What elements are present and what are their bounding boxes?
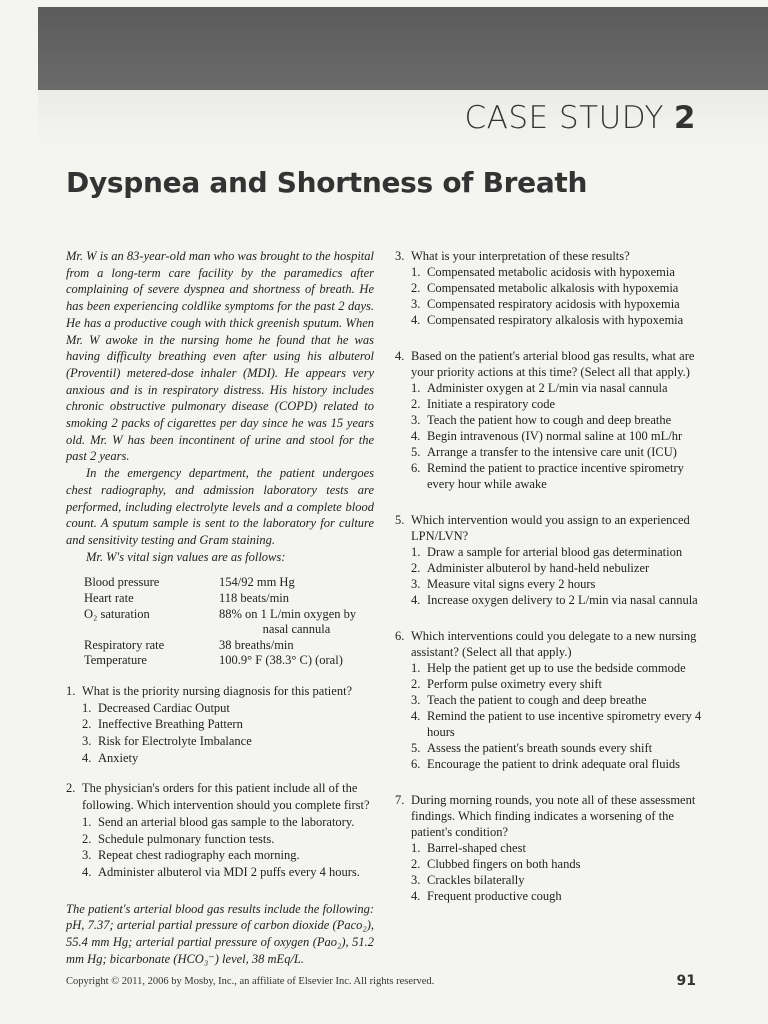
- option-item: [411, 460, 703, 492]
- option-text: Repeat chest radiography each morning.: [98, 848, 300, 863]
- option-item: [411, 280, 703, 296]
- option-item: [411, 264, 703, 280]
- option-item: [411, 856, 703, 872]
- option-number: 2.: [411, 561, 421, 575]
- option-text: Compensated metabolic acidosis with hypoxemia: [427, 265, 675, 279]
- option-text: Administer albuterol via MDI 2 puffs every 4 hours.: [98, 864, 360, 879]
- vital-label: Blood pressure: [84, 575, 160, 590]
- option-number: 4.: [411, 429, 421, 443]
- vital-value: 88% on 1 L/min oxygen by: [219, 606, 357, 621]
- option-text: Assess the patient's breath sounds every shift: [427, 741, 653, 755]
- option-item: [82, 733, 374, 750]
- option-list: [395, 544, 703, 608]
- option-item: [411, 560, 703, 576]
- option-number: 3.: [411, 413, 421, 427]
- question-6: [395, 628, 703, 772]
- option-text: Ineffective Breathing Pattern: [98, 717, 243, 732]
- option-list: [395, 840, 703, 904]
- option-list: [395, 660, 703, 772]
- intro-paragraph-1: Mr. W is an 83-year-old man who was brought to the hospital from a long-term care facility by the paramedics after complaining of severe dyspnea and shortness of breath. He has been experiencing coldlike symptoms for the past 2 days. He has a productive cough with thick greenish sputum. When Mr. W awoke in the nursing home he found that he was having difficulty breathing even after using his albuterol (Proventil) metered-dose inhaler (MDI). He appears very anxious and is in respiratory distress. His history includes chronic obstructive pulmonary disease (COPD) related to smoking 2 packs of cigarettes per day since he was 15 years old. Mr. W has been incontinent of urine and stool for the past 2 years.: [66, 249, 374, 464]
- option-item: [411, 692, 703, 708]
- option-text: Initiate a respiratory code: [427, 397, 556, 411]
- question-text: Which intervention would you assign to an experienced LPN/LVN?: [411, 513, 690, 543]
- question-number: 5.: [395, 513, 405, 527]
- option-number: 4.: [82, 864, 92, 879]
- question-number: 2.: [66, 781, 76, 796]
- vital-label-spacer: [84, 622, 219, 638]
- option-item: [82, 750, 374, 767]
- option-number: 4.: [411, 313, 421, 327]
- option-number: 1.: [411, 661, 421, 675]
- option-text: Barrel-shaped chest: [427, 841, 526, 855]
- option-item: [82, 864, 374, 881]
- option-number: 2.: [411, 281, 421, 295]
- option-number: 5.: [411, 445, 421, 459]
- option-text: Draw a sample for arterial blood gas determination: [427, 545, 683, 559]
- option-list: [66, 814, 374, 881]
- option-number: 6.: [411, 757, 421, 771]
- option-number: 5.: [411, 741, 421, 755]
- option-list: [395, 264, 703, 328]
- option-list: [395, 380, 703, 492]
- option-number: 4.: [411, 593, 421, 607]
- option-text: Clubbed fingers on both hands: [427, 857, 581, 871]
- vital-signs-table: [84, 575, 374, 669]
- option-number: 2.: [411, 857, 421, 871]
- option-number: 1.: [82, 700, 92, 715]
- question-number: 7.: [395, 793, 405, 807]
- option-item: [411, 872, 703, 888]
- vital-value: 154/92 mm Hg: [219, 575, 295, 590]
- vital-value-continued: nasal cannula: [262, 622, 331, 637]
- option-item: [411, 756, 703, 772]
- question-number: 3.: [395, 249, 405, 263]
- option-item: [82, 831, 374, 848]
- vital-value: 118 beats/min: [219, 590, 290, 605]
- option-text: Measure vital signs every 2 hours: [427, 577, 596, 591]
- option-text: Compensated respiratory alkalosis with hypoxemia: [427, 313, 684, 327]
- option-item: [82, 700, 374, 717]
- option-item: [411, 676, 703, 692]
- option-text: Perform pulse oximetry every shift: [427, 677, 602, 691]
- option-number: 4.: [411, 889, 421, 903]
- left-column: [66, 248, 374, 967]
- question-text: The physician's orders for this patient include all of the following. Which intervention should you complete first?: [82, 781, 370, 813]
- option-item: [411, 592, 703, 608]
- option-text: Anxiety: [98, 750, 139, 765]
- option-item: [411, 576, 703, 592]
- header-band: [38, 7, 768, 90]
- vital-label: Temperature: [84, 653, 147, 668]
- option-text: Compensated respiratory acidosis with hypoxemia: [427, 297, 680, 311]
- question-number: 4.: [395, 349, 405, 363]
- option-text: Frequent productive cough: [427, 889, 562, 903]
- option-text: Teach the patient how to cough and deep breathe: [427, 413, 672, 427]
- option-text: Begin intravenous (IV) normal saline at 100 mL/hr: [427, 429, 683, 443]
- option-item: [411, 888, 703, 904]
- option-item: [411, 428, 703, 444]
- option-text: Compensated metabolic alkalosis with hypoxemia: [427, 281, 679, 295]
- option-item: [411, 660, 703, 676]
- question-number: 1.: [66, 683, 76, 698]
- option-number: 1.: [411, 841, 421, 855]
- option-text: Crackles bilaterally: [427, 873, 525, 887]
- option-item: [82, 847, 374, 864]
- option-item: [411, 412, 703, 428]
- option-text: Help the patient get up to use the bedside commode: [427, 661, 686, 675]
- question-4: [395, 348, 703, 492]
- option-number: 2.: [82, 831, 92, 846]
- question-1: [66, 683, 374, 767]
- vital-label: Heart rate: [84, 590, 134, 605]
- option-item: [411, 544, 703, 560]
- option-text: Administer oxygen at 2 L/min via nasal cannula: [427, 381, 668, 395]
- option-text: Arrange a transfer to the intensive care unit (ICU): [427, 445, 677, 459]
- case-study-text: CASE STUDY: [464, 100, 664, 136]
- option-item: [411, 312, 703, 328]
- question-text: Based on the patient's arterial blood gas results, what are your priority actions at this time? (Select all that apply.): [411, 349, 695, 379]
- option-text: Teach the patient to cough and deep breathe: [427, 693, 647, 707]
- option-number: 3.: [411, 297, 421, 311]
- question-5: [395, 512, 703, 608]
- option-text: Remind the patient to use incentive spirometry every 4 hours: [427, 709, 702, 739]
- option-number: 2.: [411, 677, 421, 691]
- abg-lead: The patient's arterial blood gas results include the following:: [66, 901, 374, 916]
- option-number: 1.: [411, 265, 421, 279]
- intro-paragraph-3: Mr. W's vital sign values are as follows:: [86, 549, 286, 564]
- question-2: [66, 780, 374, 880]
- option-item: [411, 380, 703, 396]
- question-3: [395, 248, 703, 328]
- vital-value: 100.9° F (38.3° C) (oral): [219, 653, 343, 668]
- abg-results: [66, 901, 374, 968]
- page-title: Dyspnea and Shortness of Breath: [66, 166, 588, 199]
- option-item: [411, 740, 703, 756]
- option-number: 3.: [82, 734, 92, 749]
- vital-label: O₂ saturation: [84, 606, 150, 621]
- option-text: Increase oxygen delivery to 2 L/min via nasal cannula: [427, 593, 698, 607]
- question-text: Which interventions could you delegate to a new nursing assistant? (Select all that apply.): [411, 629, 697, 659]
- option-text: Remind the patient to practice incentive spirometry every hour while awake: [427, 461, 684, 491]
- option-text: Encourage the patient to drink adequate oral fluids: [427, 757, 681, 771]
- case-study-number: 2: [673, 100, 696, 136]
- option-item: [82, 716, 374, 733]
- page-number: 91: [676, 973, 696, 989]
- option-item: [82, 814, 374, 831]
- option-number: 1.: [411, 381, 421, 395]
- question-7: [395, 792, 703, 904]
- copyright-footer: Copyright © 2011, 2006 by Mosby, Inc., an affiliate of Elsevier Inc. All rights reserved.: [66, 976, 435, 987]
- vital-value: 38 breaths/min: [219, 637, 294, 652]
- vital-label: Respiratory rate: [84, 637, 165, 652]
- option-item: [411, 296, 703, 312]
- option-number: 3.: [411, 577, 421, 591]
- abg-values: pH, 7.37; arterial partial pressure of carbon dioxide (Paco₂), 55.4 mm Hg; arterial partial pressure of oxygen (Pao₂), 51.2 mm Hg; bicarbonate (HCO₃⁻) level, 38 mEq/L.: [66, 918, 374, 966]
- option-list: [66, 700, 374, 767]
- option-number: 3.: [411, 693, 421, 707]
- option-number: 1.: [411, 545, 421, 559]
- option-number: 3.: [82, 848, 92, 863]
- option-text: Risk for Electrolyte Imbalance: [98, 734, 252, 749]
- question-text: During morning rounds, you note all of these assessment findings. Which finding indicates a worsening of the patient's condition?: [411, 793, 696, 839]
- option-text: Send an arterial blood gas sample to the laboratory.: [98, 814, 355, 829]
- option-text: Administer albuterol by hand-held nebulizer: [427, 561, 650, 575]
- option-item: [411, 444, 703, 460]
- option-number: 1.: [82, 814, 92, 829]
- option-number: 3.: [411, 873, 421, 887]
- option-text: Decreased Cardiac Output: [98, 700, 230, 715]
- question-text: What is your interpretation of these results?: [411, 249, 630, 263]
- option-text: Schedule pulmonary function tests.: [98, 831, 275, 846]
- option-number: 2.: [82, 717, 92, 732]
- right-column: [395, 248, 703, 904]
- option-number: 2.: [411, 397, 421, 411]
- option-item: [411, 396, 703, 412]
- option-number: 6.: [411, 461, 421, 475]
- option-number: 4.: [411, 709, 421, 723]
- intro-paragraph-2: In the emergency department, the patient undergoes chest radiography, and admission laboratory tests are performed, including electrolyte levels and a complete blood count. A sputum sample is sent to the laboratory for culture and sensitivity testing and Gram staining.: [66, 466, 374, 547]
- question-text: What is the priority nursing diagnosis for this patient?: [82, 683, 353, 698]
- option-item: [411, 708, 703, 740]
- option-item: [411, 840, 703, 856]
- option-number: 4.: [82, 750, 92, 765]
- case-study-label: [465, 100, 696, 136]
- question-number: 6.: [395, 629, 405, 643]
